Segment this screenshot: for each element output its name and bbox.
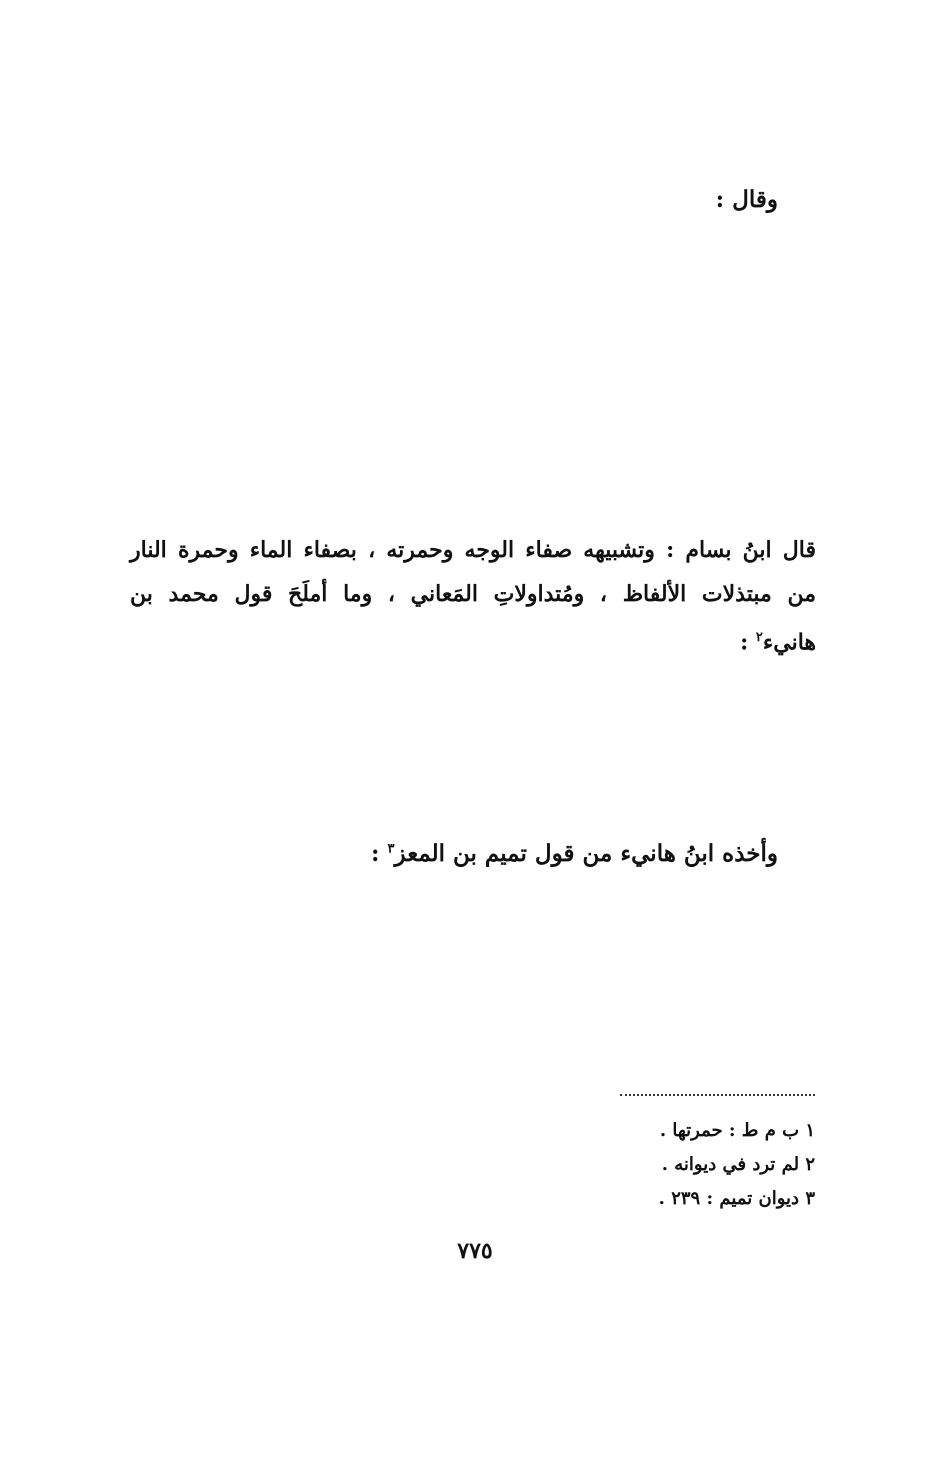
prose-paragraph — [130, 528, 816, 664]
prose-line: هانيء$^٢$ : — [740, 629, 816, 656]
footnote-mark: ٢ — [755, 630, 763, 645]
footnote-3: ٣ ديوان تميم : ٢٣٩ . — [658, 1188, 815, 1209]
footnote-separator — [620, 1094, 815, 1096]
footnote-2: ٢ لم ترد في ديوانه . — [661, 1154, 815, 1175]
intro-line-1: وقال : — [715, 186, 778, 213]
footnote-mark: ٣ — [387, 841, 395, 857]
intro-line-3: وأخذه ابنُ هانيء من قول تميم بن المعز$^٣$ : — [371, 840, 778, 867]
page-number: ٧٧٥ — [457, 1238, 493, 1264]
prose-line: من مبتذلات الألفاظ ، ومُتداولاتِ المَعاني ، وما أملَحَ قول محمد بن — [130, 581, 816, 607]
prose-line: قال ابنُ بسام : وتشبيهه صفاء الوجه وحمرته ، بصفاء الماء وحمرة النار — [130, 537, 816, 563]
footnote-1: ١ ب م ط : حمرتها . — [659, 1120, 815, 1141]
